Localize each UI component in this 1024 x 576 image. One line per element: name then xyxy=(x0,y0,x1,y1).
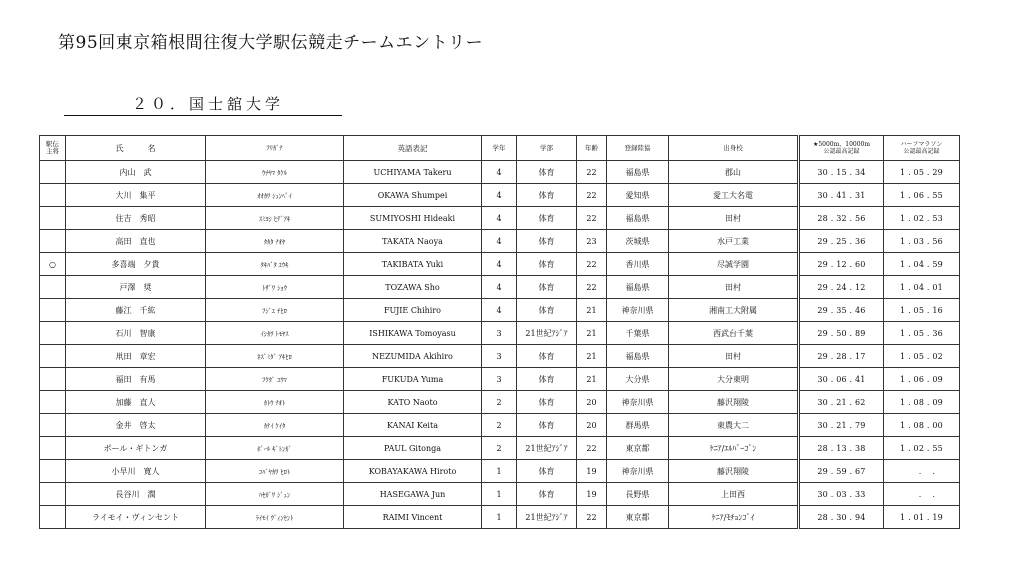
runner-age: 21 xyxy=(577,322,607,345)
header-age: 年齢 xyxy=(577,136,607,161)
half-marathon-record: . . xyxy=(884,483,960,506)
runner-prefecture: 神奈川県 xyxy=(607,391,669,414)
runner-school: 上田西 xyxy=(669,483,799,506)
captain-cell: ○ xyxy=(40,253,66,276)
captain-cell xyxy=(40,460,66,483)
runner-prefecture: 福島県 xyxy=(607,207,669,230)
runner-grade: 4 xyxy=(482,207,517,230)
half-marathon-record: 1 . 06 . 55 xyxy=(884,184,960,207)
runner-romaji: SUMIYOSHI Hideaki xyxy=(344,207,482,230)
runner-romaji: UCHIYAMA Takeru xyxy=(344,161,482,184)
runner-name: 金井 啓太 xyxy=(66,414,206,437)
runner-age: 20 xyxy=(577,391,607,414)
runner-faculty: 体育 xyxy=(517,460,577,483)
runner-prefecture: 群馬県 xyxy=(607,414,669,437)
runner-name: 石川 智康 xyxy=(66,322,206,345)
runner-name: 高田 直也 xyxy=(66,230,206,253)
runner-kana: ﾀｷﾊﾞﾀ ﾕｳｷ xyxy=(206,253,344,276)
runner-kana: ﾎﾟｰﾙ ｷﾞﾄﾝｶﾞ xyxy=(206,437,344,460)
runner-name: 戸澤 奨 xyxy=(66,276,206,299)
runner-prefecture: 福島県 xyxy=(607,276,669,299)
runner-name: 長谷川 潤 xyxy=(66,483,206,506)
runner-grade: 3 xyxy=(482,322,517,345)
runner-school: 尽誠学園 xyxy=(669,253,799,276)
runner-name: 鼡田 章宏 xyxy=(66,345,206,368)
track-record: 30 . 06 . 41 xyxy=(799,368,884,391)
runner-prefecture: 東京都 xyxy=(607,437,669,460)
runner-prefecture: 香川県 xyxy=(607,253,669,276)
header-half-record: ハーフマラソン 公認最高記録 xyxy=(884,136,960,161)
captain-cell xyxy=(40,322,66,345)
runner-faculty: 体育 xyxy=(517,253,577,276)
runner-age: 22 xyxy=(577,207,607,230)
runner-name: 多喜端 夕貴 xyxy=(66,253,206,276)
runner-grade: 2 xyxy=(482,391,517,414)
table-row xyxy=(40,391,960,414)
header-faculty: 学部 xyxy=(517,136,577,161)
runner-name: ライモイ・ヴィンセント xyxy=(66,506,206,529)
table-row xyxy=(40,460,960,483)
header-kana: ﾌﾘｶﾞﾅ xyxy=(206,136,344,161)
runner-romaji: NEZUMIDA Akihiro xyxy=(344,345,482,368)
track-record: 29 . 12 . 60 xyxy=(799,253,884,276)
runner-faculty: 体育 xyxy=(517,391,577,414)
runner-kana: ｺﾊﾞﾔｶﾜ ﾋﾛﾄ xyxy=(206,460,344,483)
runner-faculty: 体育 xyxy=(517,368,577,391)
runner-school: 田村 xyxy=(669,276,799,299)
runner-school: 東農大二 xyxy=(669,414,799,437)
header-track-record: ★5000m、10000m 公認最高記録 xyxy=(799,136,884,161)
runner-age: 22 xyxy=(577,253,607,276)
track-record: 30 . 41 . 31 xyxy=(799,184,884,207)
captain-cell xyxy=(40,414,66,437)
runner-name: 住吉 秀昭 xyxy=(66,207,206,230)
header-school: 出身校 xyxy=(669,136,799,161)
table-row xyxy=(40,299,960,322)
runner-prefecture: 大分県 xyxy=(607,368,669,391)
track-record: 29 . 24 . 12 xyxy=(799,276,884,299)
runner-romaji: ISHIKAWA Tomoyasu xyxy=(344,322,482,345)
half-marathon-record: 1 . 05 . 29 xyxy=(884,161,960,184)
runner-romaji: KANAI Keita xyxy=(344,414,482,437)
captain-cell xyxy=(40,483,66,506)
runner-romaji: FUKUDA Yuma xyxy=(344,368,482,391)
runner-school: 田村 xyxy=(669,207,799,230)
runner-grade: 1 xyxy=(482,506,517,529)
track-record: 30 . 03 . 33 xyxy=(799,483,884,506)
runner-kana: ﾀｶﾀ ﾅｵﾔ xyxy=(206,230,344,253)
track-record: 29 . 50 . 89 xyxy=(799,322,884,345)
runner-school: ｹﾆｱ/ﾓﾁｮﾝｺﾞｲ xyxy=(669,506,799,529)
track-record: 28 . 30 . 94 xyxy=(799,506,884,529)
runner-faculty: 体育 xyxy=(517,483,577,506)
table-row xyxy=(40,483,960,506)
half-marathon-record: 1 . 04 . 59 xyxy=(884,253,960,276)
runner-kana: ｵｵｶﾜ ｼｭﾝﾍﾟｲ xyxy=(206,184,344,207)
captain-cell xyxy=(40,299,66,322)
runner-grade: 4 xyxy=(482,253,517,276)
runner-age: 22 xyxy=(577,184,607,207)
table-row xyxy=(40,345,960,368)
runner-prefecture: 神奈川県 xyxy=(607,299,669,322)
runner-grade: 4 xyxy=(482,184,517,207)
header-prefecture: 登録陸協 xyxy=(607,136,669,161)
runner-romaji: KOBAYAKAWA Hiroto xyxy=(344,460,482,483)
captain-cell xyxy=(40,368,66,391)
runner-kana: ｽﾐﾖｼ ﾋﾃﾞｱｷ xyxy=(206,207,344,230)
runner-grade: 4 xyxy=(482,276,517,299)
captain-cell xyxy=(40,207,66,230)
captain-cell xyxy=(40,345,66,368)
runner-grade: 2 xyxy=(482,414,517,437)
runner-grade: 2 xyxy=(482,437,517,460)
runner-prefecture: 千葉県 xyxy=(607,322,669,345)
runner-kana: ﾈｽﾞﾐﾀﾞ ｱｷﾋﾛ xyxy=(206,345,344,368)
runner-kana: ﾌｼﾞｴ ﾁﾋﾛ xyxy=(206,299,344,322)
runner-age: 20 xyxy=(577,414,607,437)
runner-age: 19 xyxy=(577,483,607,506)
runner-faculty: 21世紀ｱｼﾞｱ xyxy=(517,322,577,345)
table-row xyxy=(40,161,960,184)
runner-name: 加藤 直人 xyxy=(66,391,206,414)
runner-name: 小早川 寛人 xyxy=(66,460,206,483)
runner-name: ポール・ギトンガ xyxy=(66,437,206,460)
runner-name: 内山 武 xyxy=(66,161,206,184)
runner-prefecture: 東京都 xyxy=(607,506,669,529)
runner-kana: ｲｼｶﾜ ﾄﾓﾔｽ xyxy=(206,322,344,345)
runner-age: 23 xyxy=(577,230,607,253)
track-record: 29 . 59 . 67 xyxy=(799,460,884,483)
half-marathon-record: 1 . 03 . 56 xyxy=(884,230,960,253)
runner-grade: 4 xyxy=(482,299,517,322)
runner-age: 22 xyxy=(577,437,607,460)
runner-school: 西武台千葉 xyxy=(669,322,799,345)
runner-school: 大分東明 xyxy=(669,368,799,391)
table-row xyxy=(40,437,960,460)
half-marathon-record: 1 . 02 . 55 xyxy=(884,437,960,460)
table-row xyxy=(40,368,960,391)
runner-grade: 4 xyxy=(482,161,517,184)
track-record: 29 . 25 . 36 xyxy=(799,230,884,253)
captain-cell xyxy=(40,161,66,184)
track-record: 30 . 21 . 79 xyxy=(799,414,884,437)
entry-table xyxy=(39,135,960,529)
header-captain: 駅伝 主将 xyxy=(40,136,66,161)
header-grade: 学年 xyxy=(482,136,517,161)
track-record: 29 . 28 . 17 xyxy=(799,345,884,368)
runner-age: 22 xyxy=(577,506,607,529)
runner-age: 21 xyxy=(577,368,607,391)
runner-romaji: TAKIBATA Yuki xyxy=(344,253,482,276)
runner-kana: ｶﾄｳ ﾅｵﾄ xyxy=(206,391,344,414)
runner-school: 湘南工大附属 xyxy=(669,299,799,322)
header-name: 氏 名 xyxy=(66,136,206,161)
runner-faculty: 体育 xyxy=(517,161,577,184)
runner-school: 郡山 xyxy=(669,161,799,184)
captain-cell xyxy=(40,506,66,529)
header-romaji: 英語表記 xyxy=(344,136,482,161)
runner-faculty: 体育 xyxy=(517,345,577,368)
half-marathon-record: . . xyxy=(884,460,960,483)
table-row xyxy=(40,506,960,529)
runner-faculty: 体育 xyxy=(517,276,577,299)
half-marathon-record: 1 . 04 . 01 xyxy=(884,276,960,299)
half-marathon-record: 1 . 08 . 00 xyxy=(884,414,960,437)
runner-romaji: TOZAWA Sho xyxy=(344,276,482,299)
runner-kana: ﾌｸﾀﾞ ﾕｳﾏ xyxy=(206,368,344,391)
runner-romaji: OKAWA Shumpei xyxy=(344,184,482,207)
runner-age: 21 xyxy=(577,345,607,368)
runner-school: 水戸工業 xyxy=(669,230,799,253)
track-record: 29 . 35 . 46 xyxy=(799,299,884,322)
half-marathon-record: 1 . 06 . 09 xyxy=(884,368,960,391)
table-row xyxy=(40,414,960,437)
captain-cell xyxy=(40,391,66,414)
table-row xyxy=(40,230,960,253)
runner-romaji: RAIMI Vincent xyxy=(344,506,482,529)
runner-romaji: FUJIE Chihiro xyxy=(344,299,482,322)
runner-romaji: KATO Naoto xyxy=(344,391,482,414)
half-marathon-record: 1 . 02 . 53 xyxy=(884,207,960,230)
document-title: 第95回東京箱根間往復大学駅伝競走チームエントリー xyxy=(58,33,484,53)
runner-age: 19 xyxy=(577,460,607,483)
runner-grade: 1 xyxy=(482,460,517,483)
captain-cell xyxy=(40,230,66,253)
half-marathon-record: 1 . 08 . 09 xyxy=(884,391,960,414)
runner-age: 22 xyxy=(577,276,607,299)
table-row xyxy=(40,184,960,207)
runner-prefecture: 長野県 xyxy=(607,483,669,506)
runner-prefecture: 福島県 xyxy=(607,161,669,184)
runner-prefecture: 神奈川県 xyxy=(607,460,669,483)
runner-grade: 4 xyxy=(482,230,517,253)
captain-cell xyxy=(40,276,66,299)
half-marathon-record: 1 . 05 . 16 xyxy=(884,299,960,322)
runner-school: 田村 xyxy=(669,345,799,368)
runner-romaji: HASEGAWA Jun xyxy=(344,483,482,506)
header-row xyxy=(40,136,960,161)
track-record: 28 . 13 . 38 xyxy=(799,437,884,460)
runner-faculty: 体育 xyxy=(517,184,577,207)
runner-romaji: PAUL Gitonga xyxy=(344,437,482,460)
runner-romaji: TAKATA Naoya xyxy=(344,230,482,253)
runner-faculty: 体育 xyxy=(517,299,577,322)
runner-faculty: 21世紀ｱｼﾞｱ xyxy=(517,437,577,460)
runner-kana: ﾄｻﾞﾜ ｼｮｳ xyxy=(206,276,344,299)
runner-name: 藤江 千紘 xyxy=(66,299,206,322)
runner-grade: 1 xyxy=(482,483,517,506)
half-marathon-record: 1 . 01 . 19 xyxy=(884,506,960,529)
runner-prefecture: 福島県 xyxy=(607,345,669,368)
runner-age: 22 xyxy=(577,161,607,184)
runner-school: ｹﾆｱ/ｴﾙﾊﾞｰｺﾞﾝ xyxy=(669,437,799,460)
table-row xyxy=(40,276,960,299)
table-row xyxy=(40,253,960,276)
runner-age: 21 xyxy=(577,299,607,322)
runner-kana: ﾊｾｶﾞﾜ ｼﾞｭﾝ xyxy=(206,483,344,506)
track-record: 30 . 15 . 34 xyxy=(799,161,884,184)
half-marathon-record: 1 . 05 . 36 xyxy=(884,322,960,345)
runner-kana: ｶﾅｲ ｹｲﾀ xyxy=(206,414,344,437)
runner-grade: 3 xyxy=(482,368,517,391)
runner-faculty: 体育 xyxy=(517,207,577,230)
captain-cell xyxy=(40,437,66,460)
track-record: 28 . 32 . 56 xyxy=(799,207,884,230)
runner-school: 藤沢翔陵 xyxy=(669,391,799,414)
runner-name: 大川 集平 xyxy=(66,184,206,207)
runner-school: 愛工大名電 xyxy=(669,184,799,207)
runner-prefecture: 愛知県 xyxy=(607,184,669,207)
runner-name: 福田 有馬 xyxy=(66,368,206,391)
runner-faculty: 体育 xyxy=(517,230,577,253)
runner-prefecture: 茨城県 xyxy=(607,230,669,253)
table-row xyxy=(40,322,960,345)
runner-kana: ﾗｲﾓｲ ｳﾞｨﾝｾﾝﾄ xyxy=(206,506,344,529)
team-name: ２０．国士舘大学 xyxy=(64,94,342,116)
runner-grade: 3 xyxy=(482,345,517,368)
runner-faculty: 体育 xyxy=(517,414,577,437)
table-row xyxy=(40,207,960,230)
runner-school: 藤沢翔陵 xyxy=(669,460,799,483)
half-marathon-record: 1 . 05 . 02 xyxy=(884,345,960,368)
captain-cell xyxy=(40,184,66,207)
track-record: 30 . 21 . 62 xyxy=(799,391,884,414)
runner-kana: ｳﾁﾔﾏ ﾀｹﾙ xyxy=(206,161,344,184)
runner-faculty: 21世紀ｱｼﾞｱ xyxy=(517,506,577,529)
